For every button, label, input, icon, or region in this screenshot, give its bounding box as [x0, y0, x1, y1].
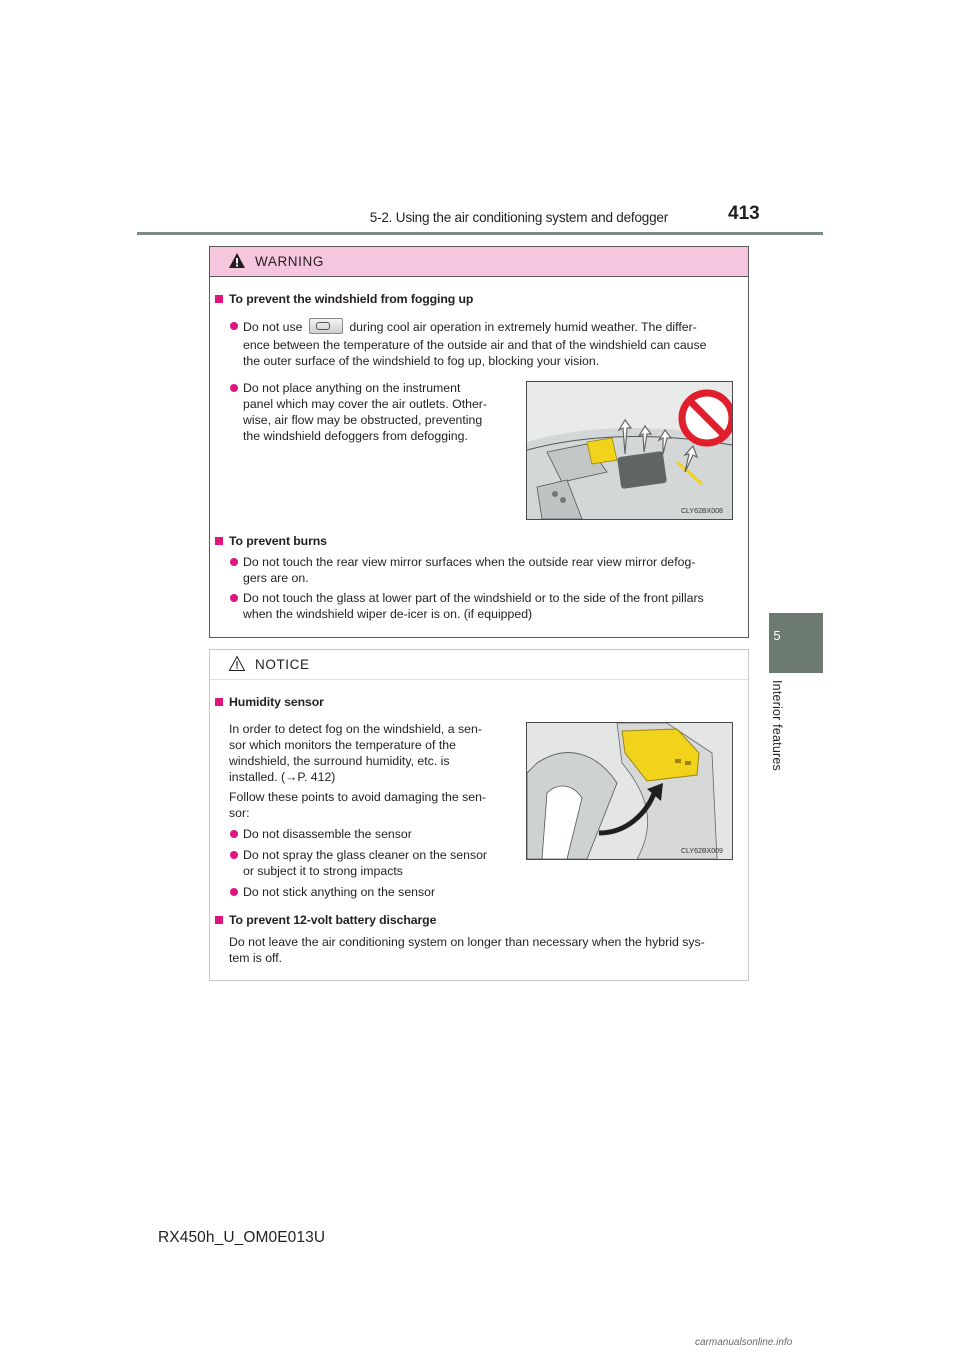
- humidity-paragraph2: Follow these points to avoid damaging the sen- sor:: [229, 790, 487, 820]
- windshield-defogger-button-icon: [309, 318, 343, 334]
- burns-item1: Do not touch the rear view mirror surfaces when the outside rear view mirror defog- gers are on.: [243, 554, 695, 586]
- warning-label: WARNING: [255, 254, 324, 269]
- battery-heading: To prevent 12-volt battery discharge: [229, 912, 436, 928]
- page-number: 413: [728, 203, 760, 224]
- fog-item2: Do not place anything on the instrument panel which may cover the air outlets. Other- wise, air flow may be obstructed, preventing the windshield defoggers from defogging.: [243, 380, 515, 444]
- round-bullet-icon: [230, 594, 238, 602]
- dashboard-drawing: [527, 382, 732, 519]
- warning-box: [209, 246, 749, 638]
- round-bullet-icon: [230, 384, 238, 392]
- warning-header: [210, 247, 748, 277]
- round-bullet-icon: [230, 851, 238, 859]
- humidity-item2: Do not spray the glass cleaner on the sensor or subject it to strong impacts: [243, 847, 487, 879]
- watermark: carmanualsonline.info: [695, 1337, 793, 1348]
- sensor-image-code: CLY62BX009: [681, 848, 723, 855]
- square-bullet-icon: [215, 916, 223, 924]
- section-title: 5-2. Using the air conditioning system and defogger: [369, 210, 668, 225]
- burns-heading: To prevent burns: [229, 533, 327, 549]
- round-bullet-icon: [230, 558, 238, 566]
- fog-item1-line3: the outer surface of the windshield to fog up, blocking your vision.: [243, 354, 600, 368]
- notice-label: NOTICE: [255, 657, 310, 672]
- round-bullet-icon: [230, 322, 238, 330]
- burns-item2: Do not touch the glass at lower part of the windshield or to the side of the front pillars when the windshield wiper de-icer is on. (if equipped): [243, 590, 704, 622]
- caution-icon: [228, 655, 246, 672]
- square-bullet-icon: [215, 537, 223, 545]
- humidity-sensor-illustration: [526, 722, 733, 860]
- fog-item1-line1: Do not use during cool air operation in extremely humid weather. The differ-: [243, 318, 743, 335]
- chapter-tab: [769, 613, 823, 673]
- round-bullet-icon: [230, 830, 238, 838]
- humidity-item1: Do not disassemble the sensor: [243, 826, 412, 842]
- humidity-item3: Do not stick anything on the sensor: [243, 884, 435, 900]
- dashboard-illustration: [526, 381, 733, 520]
- fog-item1-line2: ence between the temperature of the outside air and that of the windshield can cause: [243, 338, 707, 352]
- square-bullet-icon: [215, 698, 223, 706]
- fog-heading: [229, 291, 473, 307]
- sensor-drawing: [527, 723, 732, 859]
- humidity-paragraph1: In order to detect fog on the windshield, a sen- sor which monitors the temperature of the windshield, the surround humidity, etc. is installed. (→P. 412): [229, 722, 482, 784]
- notice-header: [210, 650, 748, 680]
- model-code: RX450h_U_OM0E013U: [158, 1229, 326, 1246]
- fog-image-code: CLY62BX008: [681, 508, 723, 515]
- round-bullet-icon: [230, 888, 238, 896]
- humidity-heading: Humidity sensor: [229, 694, 324, 710]
- header-rule: [137, 232, 823, 235]
- notice-box: [209, 649, 749, 981]
- chapter-number: 5: [773, 628, 781, 643]
- fog-heading-text: To prevent the windshield from fogging up: [229, 292, 474, 306]
- warning-icon: [228, 252, 246, 269]
- battery-paragraph: Do not leave the air conditioning system on longer than necessary when the hybrid sys- tem is off.: [229, 935, 705, 965]
- square-bullet-icon: [215, 295, 223, 303]
- chapter-title: Interior features: [770, 680, 784, 771]
